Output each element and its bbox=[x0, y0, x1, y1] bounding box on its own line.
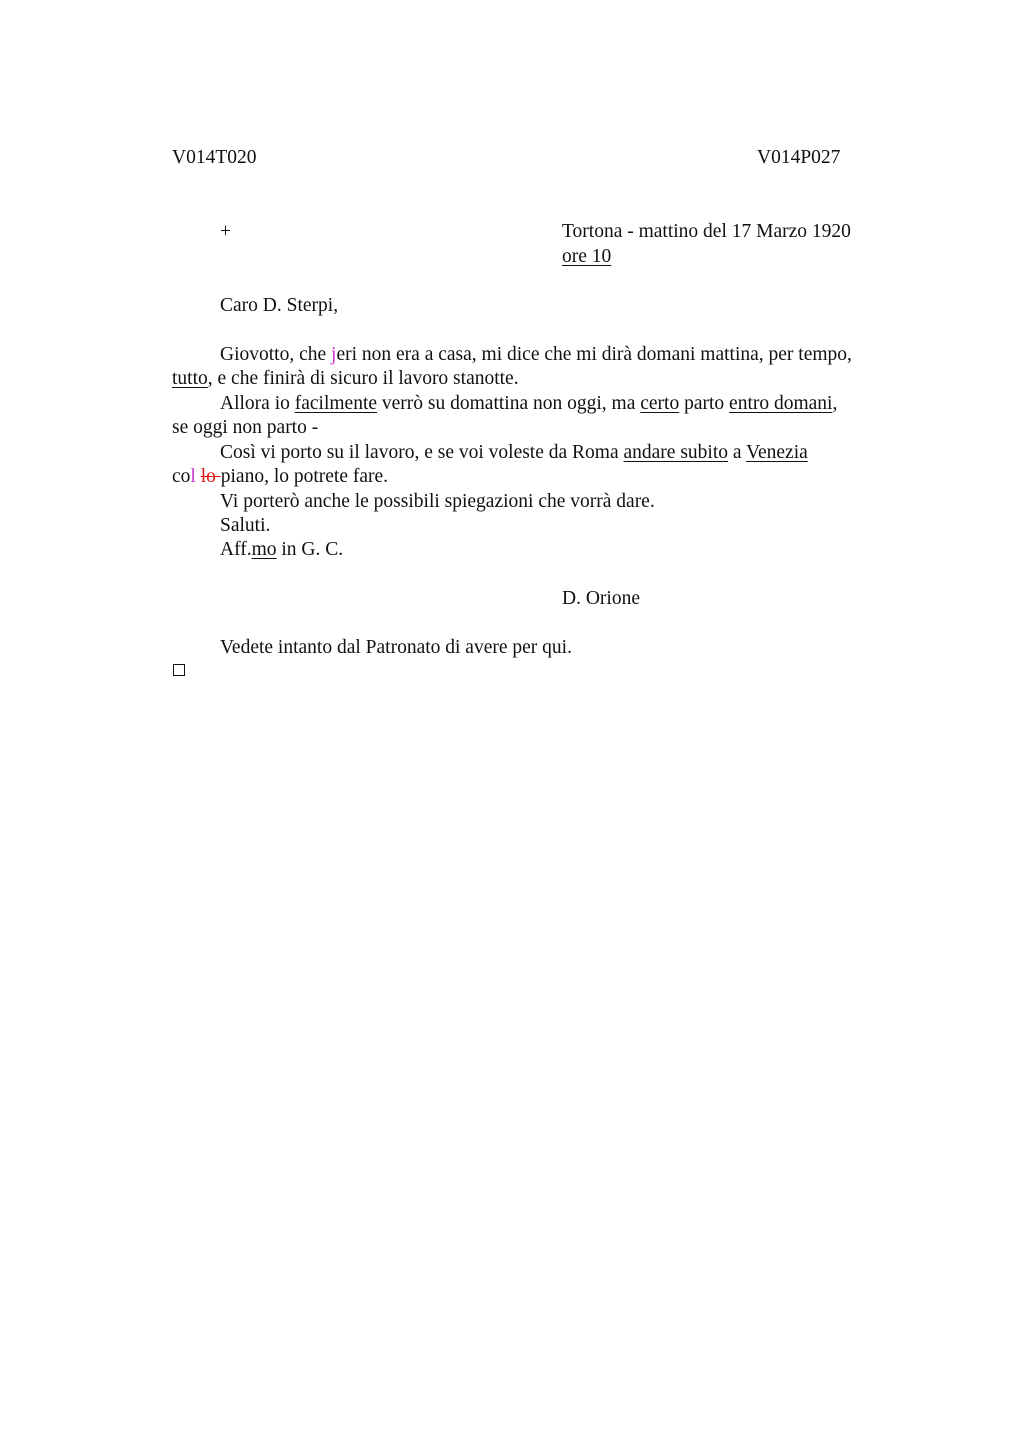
paragraph-1-line-1 bbox=[220, 343, 852, 367]
paragraph-1-line-2 bbox=[172, 367, 519, 391]
document-code-right: V014P027 bbox=[757, 147, 841, 168]
text-run: parto bbox=[679, 393, 730, 414]
underlined-word: tutto bbox=[172, 368, 208, 389]
paragraph-5: Saluti. bbox=[220, 515, 271, 536]
closing bbox=[220, 538, 343, 562]
paragraph-2-line-2: se oggi non parto - bbox=[172, 417, 319, 438]
underlined-word: andare subito bbox=[623, 442, 729, 463]
text-run: Aff. bbox=[220, 539, 252, 560]
underlined-word: certo bbox=[640, 393, 680, 414]
underlined-word: entro domani bbox=[729, 393, 833, 414]
end-box-icon bbox=[173, 664, 185, 676]
inserted-letter: j bbox=[331, 344, 337, 365]
paragraph-2-line-1 bbox=[220, 392, 837, 416]
document-code-left: V014T020 bbox=[172, 147, 257, 168]
underlined-word: facilmente bbox=[294, 393, 378, 414]
text-run: , bbox=[832, 393, 838, 414]
inserted-letter: l bbox=[190, 466, 196, 487]
signature: D. Orione bbox=[562, 588, 640, 609]
paragraph-3-line-1 bbox=[220, 441, 808, 465]
postscript: Vedete intanto dal Patronato di avere per qui. bbox=[220, 637, 572, 658]
salutation: Caro D. Sterpi, bbox=[220, 295, 339, 316]
text-run: Allora io bbox=[220, 393, 295, 414]
underlined-word: Venezia bbox=[746, 442, 808, 463]
paragraph-4: Vi porterò anche le possibili spiegazioni che vorrà dare. bbox=[220, 491, 655, 512]
text-run: verrò su domattina non oggi, ma bbox=[377, 393, 641, 414]
text-run: in G. C. bbox=[276, 539, 344, 560]
text-run: piano, lo potrete fare. bbox=[220, 466, 389, 487]
time-line: ore 10 bbox=[562, 246, 612, 267]
text-run: Giovotto, che bbox=[220, 344, 332, 365]
text-run: co bbox=[172, 466, 191, 487]
text-run: a bbox=[728, 442, 747, 463]
deleted-text: lo bbox=[200, 466, 221, 487]
place-date: Tortona - mattino del 17 Marzo 1920 bbox=[562, 221, 851, 242]
text-run: eri non era a casa, mi dice che mi dirà domani mattina, per tempo, bbox=[336, 344, 852, 365]
text-run: , e che finirà di sicuro il lavoro stanotte. bbox=[207, 368, 519, 389]
underlined-word: mo bbox=[251, 539, 277, 560]
text-run: Così vi porto su il lavoro, e se voi voleste da Roma bbox=[220, 442, 624, 463]
paragraph-3-line-2 bbox=[172, 465, 388, 489]
cross-mark: + bbox=[220, 221, 231, 242]
